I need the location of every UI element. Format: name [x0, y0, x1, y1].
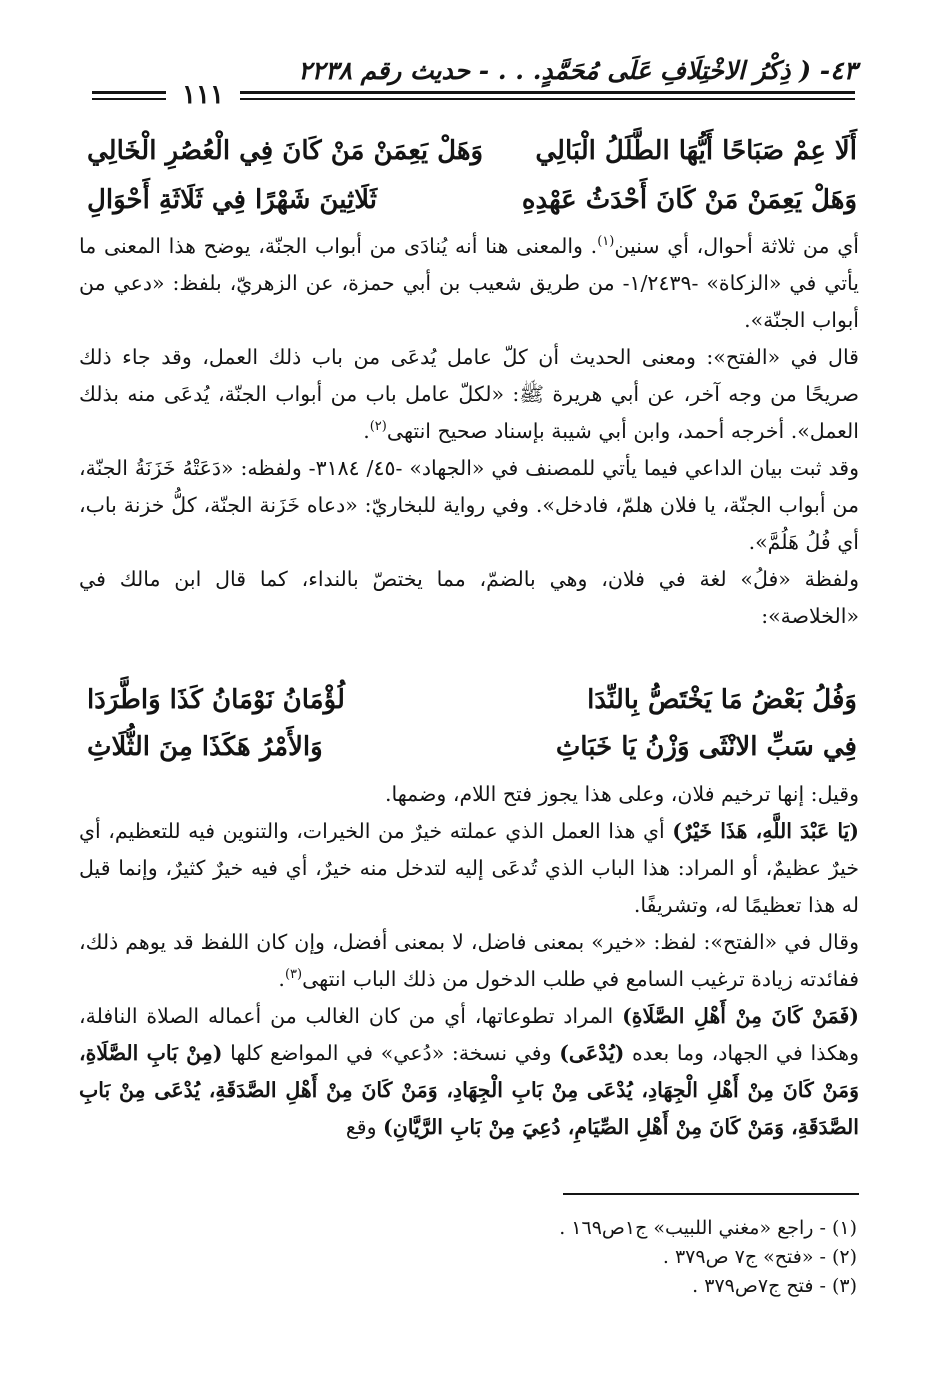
- header-rule: [240, 98, 855, 100]
- hadith-quote: (مِنْ بَابِ الصَّلَاةِ، وَمَنْ كَانَ مِنْ أَهْلِ الْجِهَادِ، يُدْعَى مِنْ بَابِ الْجِهَادِ، وَمَنْ كَانَ مِنْ أَهْلِ الصَّدَقَةِ، يُدْعَى مِنْ بَابِ الصَّدَقَةِ، وَمَنْ كَانَ مِنْ أَهْلِ الصِّيَامِ، دُعِيَ مِنْ بَابِ الرَّيَّانِ): [79, 1041, 859, 1139]
- verse-first-hemistich: فِي سَبِّ الانْثَى وَزْنُ يَا خَبَاثِ: [555, 732, 857, 762]
- paragraph: قال في «الفتح»: ومعنى الحديث أن كلّ عامل يُدعَى من باب ذلك العمل، وقد جاء ذلك صريحًا من وجه آخر، عن أبي هريرة ﷺ: «لكلّ عامل باب من أبواب الجنّة، يُدعَى منه بذلك العمل». أخرجه أحمد، وابن أبي شيبة بإسناد صحيح انتهى$^{(٢)}$.: [79, 345, 859, 443]
- footnote-marker: (٢): [369, 419, 387, 435]
- paragraph: وقيل: إنها ترخيم فلان، وعلى هذا يجوز فتح اللام، وضمها.: [384, 782, 859, 806]
- paragraph: وقد ثبت بيان الداعي فيما يأتي للمصنف في «الجهاد» -٤٥/ ٣١٨٤- ولفظه: «دَعَتْهُ خَزَنَةُ الجنّة، من أبواب الجنّة، يا فلان هلمّ، فادخل». وفي رواية للبخاريّ: «دعاه خَزَنة الجنّة، كلُّ خزنة باب، أي فُلُ هَلُمَّ».: [79, 456, 859, 554]
- verse-first-hemistich: وَفُلُ بَعْضُ مَا يَخْتَصُّ بِالنِّدَا: [587, 685, 857, 715]
- running-header-title: ٤٣- ( ذِكْرُ الاخْتِلَافِ عَلَى مُحَمَّدٍ. . . - حديث رقم ٢٢٣٨: [298, 56, 857, 85]
- footnote: (٢) - «فتح» ج٧ ص٣٧٩ .: [662, 1246, 857, 1268]
- poetry-verse: [87, 680, 857, 720]
- paragraph: وقال في «الفتح»: لفظ: «خير» بمعنى فاضل، لا بمعنى أفضل، وإن كان اللفظ قد يوهم ذلك، ففائدته زيادة ترغيب السامع في طلب الدخول من ذلك الباب انتهى$^{(٣)}$.: [79, 930, 859, 991]
- paragraph: أي من ثلاثة أحوال، أي سنين$^{(١)}$. والمعنى هنا أنه يُنادَى من أبواب الجنّة، يوضح هذا المعنى ما يأتي في «الزكاة» -١/٢٤٣٩- من طريق شعيب بن أبي حمزة، عن الزهريّ، بلفظ: «دعي من أبواب الجنّة».: [79, 234, 859, 332]
- footnote-separator: [563, 1193, 859, 1195]
- page-number-rule: [92, 91, 166, 94]
- hadith-quote: (يَا عَبْدَ اللَّهِ، هَذَا خَيْرٌ): [672, 819, 859, 843]
- hadith-quote: (يُدْعَى): [559, 1041, 625, 1065]
- paragraph: (فَمَنْ كَانَ مِنْ أَهْلِ الصَّلَاةِ) المراد تطوعاتها، أي من كان الغالب من أعماله الصلاة النافلة، وهكذا في الجهاد، وما بعده (يُدْعَى) وفي نسخة: «دُعي» في المواضع كلها (مِنْ بَابِ الصَّلَاةِ، وَمَنْ كَانَ مِنْ أَهْلِ الْجِهَادِ، يُدْعَى مِنْ بَابِ الْجِهَادِ، وَمَنْ كَانَ مِنْ أَهْلِ الصَّدَقَةِ، يُدْعَى مِنْ بَابِ الصَّدَقَةِ، وَمَنْ كَانَ مِنْ أَهْلِ الصِّيَامِ، دُعِيَ مِنْ بَابِ الرَّيَّانِ) وقع: [79, 1004, 859, 1139]
- body-text: [79, 776, 859, 1146]
- verse-second-hemistich: وَالأَمْرُ هَكَذَا مِنَ الثُّلَاثِ: [87, 732, 323, 762]
- hadith-quote: (فَمَنْ كَانَ مِنْ أَهْلِ الصَّلَاةِ): [622, 1004, 859, 1028]
- footnote-marker: (١): [597, 234, 615, 250]
- footnote-marker: (٣): [284, 967, 303, 983]
- body-text: [79, 228, 859, 635]
- verse-second-hemistich: وَهَلْ يَعِمَنْ مَنْ كَانَ فِي الْعُصُرِ الْخَالِي: [87, 136, 484, 166]
- footnote: (٣) - فتح ج٧ص٣٧٩ .: [692, 1275, 857, 1297]
- poetry-verse: [87, 180, 857, 220]
- verse-first-hemistich: وَهَلْ يَعِمَنْ مَنْ كَانَ أَحْدَثُ عَهْدِهِ: [521, 185, 857, 215]
- verse-first-hemistich: أَلَا عِمْ صَبَاحًا أَيُّهَا الطَّلَلُ الْبَالِي: [535, 136, 857, 166]
- footnotes: [77, 1214, 857, 1301]
- verse-second-hemistich: ثَلَاثِينَ شَهْرًا فِي ثَلَاثَةِ أَحْوَالِ: [87, 185, 378, 215]
- poetry-verse: [87, 131, 857, 171]
- paragraph: ولفظة «فلُ» لغة في فلان، وهي بالضمّ، مما يختصّ بالنداء، كما قال ابن مالك في «الخلاصة»:: [79, 567, 859, 628]
- paragraph: (يَا عَبْدَ اللَّهِ، هَذَا خَيْرٌ) أي هذا العمل الذي عملته خيرٌ من الخيرات، والتنوين فيه للتعظيم، أي خيرٌ عظيمٌ، أو المراد: هذا الباب الذي تُدعَى إليه لتدخل منه خيرٌ، أي فيه خيرٌ كثيرٌ، وإنما قيل له هذا تعظيمًا له، وتشريفًا.: [79, 819, 859, 917]
- header-rule: [240, 91, 855, 94]
- poetry-verse: [87, 727, 857, 767]
- page-number-rule: [92, 98, 166, 100]
- page-number: ١١١: [182, 80, 224, 110]
- verse-second-hemistich: لُؤْمَانُ نَوْمَانُ كَذَا وَاطَّرَدَا: [87, 685, 345, 715]
- footnote: (١) - راجع «مغني اللبيب» ج١ص١٦٩ .: [559, 1217, 857, 1239]
